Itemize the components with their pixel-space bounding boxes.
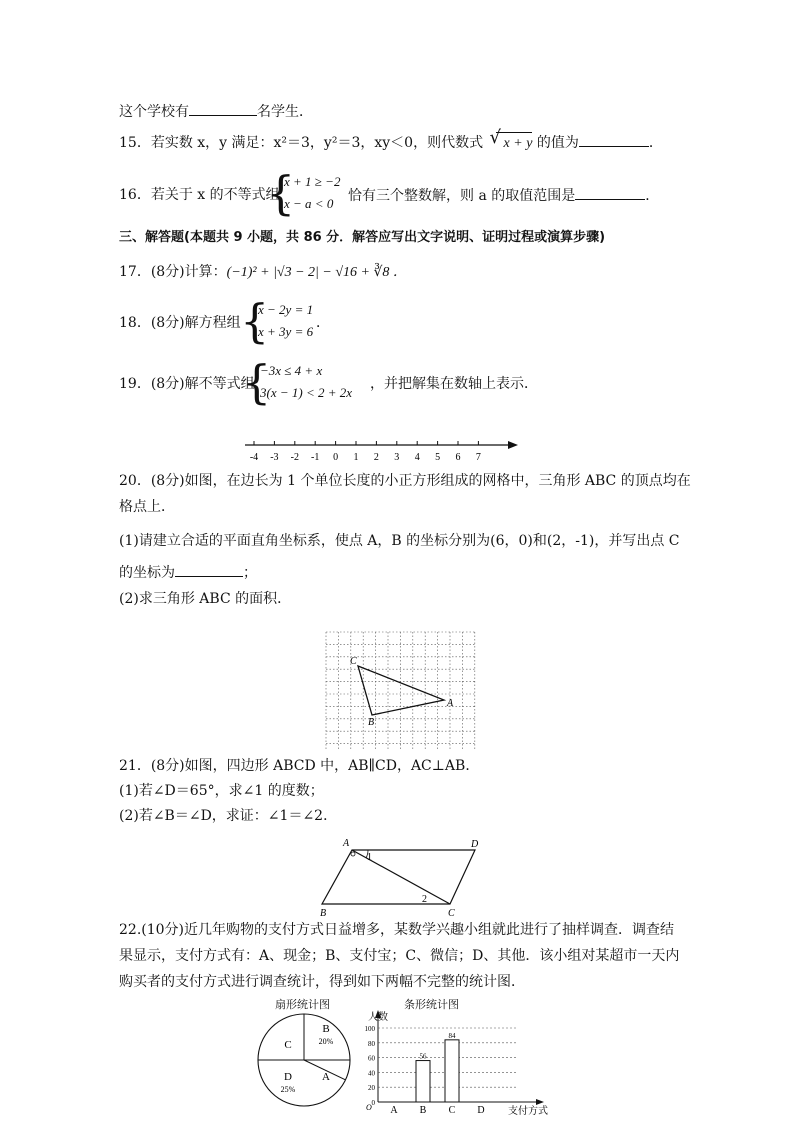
q16-tail bbox=[348, 185, 659, 206]
number-line bbox=[240, 434, 525, 464]
number-line-tick-label: 0 bbox=[333, 452, 339, 463]
arrow-right-icon bbox=[508, 441, 518, 449]
q19-after: ，并把解集在数轴上表示． bbox=[370, 376, 538, 392]
q22-line1: 22.(10分)近几年购物的支付方式日益增多，某数学兴趣小组就此进行了抽样调查．调查结 bbox=[119, 922, 675, 938]
q20-part1b-text: 的坐标为 bbox=[119, 565, 175, 581]
number-line-tick-label: 7 bbox=[475, 452, 481, 463]
x-tick-label: B bbox=[419, 1105, 427, 1116]
label-angle-2: 2 bbox=[422, 894, 427, 905]
number-line-tick-label: -3 bbox=[270, 452, 279, 463]
q20-line2: 格点上． bbox=[119, 499, 175, 515]
label-c: C bbox=[350, 656, 357, 667]
q18-end: ． bbox=[316, 315, 330, 331]
number-line-tick-label: 2 bbox=[373, 452, 379, 463]
q15-text: 15．若实数 x，y 满足：x²＝3，y²＝3，xy＜0，则代数式 bbox=[119, 135, 484, 151]
q18-label: 18．(8分)解方程组 bbox=[119, 315, 241, 331]
origin-label: O bbox=[366, 1103, 372, 1112]
q16-system bbox=[284, 171, 340, 215]
q15-after: 的值为 bbox=[536, 135, 579, 151]
pie-slice-label: B bbox=[322, 1023, 330, 1035]
label-b: B bbox=[320, 908, 327, 919]
q16-blank[interactable] bbox=[575, 185, 645, 200]
q14-tail bbox=[119, 101, 313, 122]
q20-part1: (1)请建立合适的平面直角坐标系，使点 A，B 的坐标分别为(6，0)和(2，-1)，并写出点 C bbox=[119, 533, 680, 549]
y-tick-label: 80 bbox=[368, 1039, 375, 1048]
bar-title: 条形统计图 bbox=[404, 998, 459, 1011]
q18-eq-1: x − 2y = 1 bbox=[258, 302, 314, 317]
section-3-heading: 三、解答题(本题共 9 小题，共 86 分．解答应写出文字说明、证明过程或演算步骤) bbox=[119, 230, 606, 245]
q19-system bbox=[260, 360, 352, 404]
pie-group bbox=[258, 1014, 350, 1106]
number-line-tick-label: -1 bbox=[311, 452, 320, 463]
q17-label: 17．(8分)计算： bbox=[119, 264, 227, 280]
pie-slice-label: D bbox=[284, 1071, 292, 1083]
q22-line2: 果显示，支付方式有：A、现金；B、支付宝；C、微信；D、其他．该小组对某超市一天内 bbox=[119, 948, 680, 964]
q15-end: ． bbox=[648, 135, 663, 151]
label-c: C bbox=[448, 908, 455, 919]
number-line-ticks bbox=[250, 441, 481, 463]
q20-line1: 20．(8分)如图，在边长为 1 个单位长度的小正方形组成的网格中，三角形 ABC 的顶点均在 bbox=[119, 473, 691, 489]
q15-blank[interactable] bbox=[579, 132, 649, 147]
q16-ineq-2: x − a < 0 bbox=[284, 196, 334, 211]
q15-radicand: x + y bbox=[503, 136, 533, 151]
bar-group bbox=[365, 1010, 549, 1117]
q20-grid-figure bbox=[322, 628, 482, 750]
q16-before: 16．若关于 x 的不等式组 bbox=[119, 187, 280, 203]
q16-ineq-1: x + 1 ≥ −2 bbox=[284, 174, 341, 189]
label-d: D bbox=[471, 839, 479, 850]
y-tick-label: 100 bbox=[364, 1025, 375, 1033]
x-axis-label: 支付方式 bbox=[508, 1106, 548, 1117]
q14-before: 这个学校有 bbox=[119, 104, 189, 120]
number-line-tick-label: 3 bbox=[394, 452, 400, 463]
brace-icon: { bbox=[266, 166, 296, 220]
number-line-tick-label: -4 bbox=[249, 452, 259, 463]
bar bbox=[445, 1040, 459, 1102]
q18-system bbox=[258, 299, 313, 343]
q14-after: 名学生． bbox=[257, 104, 313, 120]
q21-quadrilateral-figure bbox=[310, 834, 490, 920]
number-line-tick-label: 4 bbox=[414, 452, 420, 463]
q20-part2: (2)求三角形 ABC 的面积． bbox=[119, 591, 292, 607]
pie-title: 扇形统计图 bbox=[275, 998, 330, 1011]
y-tick-label: 60 bbox=[368, 1054, 375, 1063]
x-tick-label: C bbox=[448, 1105, 456, 1116]
pie-slice-label: A bbox=[322, 1071, 330, 1083]
label-b: B bbox=[368, 717, 375, 728]
y-axis-label: 人数 bbox=[368, 1012, 388, 1023]
q16-after: 恰有三个整数解，则 a 的取值范围是 bbox=[348, 188, 576, 204]
x-axis-arrow-icon bbox=[536, 1099, 544, 1105]
x-tick-label: D bbox=[477, 1105, 485, 1116]
brace-icon: { bbox=[242, 355, 272, 409]
pie-slice-label: C bbox=[284, 1039, 292, 1051]
x-tick-label: A bbox=[390, 1105, 398, 1116]
right-angle-mark bbox=[351, 852, 355, 856]
number-line-tick-label: 5 bbox=[435, 452, 441, 463]
y-tick-label: 40 bbox=[368, 1069, 375, 1078]
bar-chart bbox=[362, 1006, 552, 1120]
label-a: A bbox=[343, 838, 350, 849]
question-17 bbox=[119, 262, 407, 283]
number-line-tick-label: -2 bbox=[290, 452, 299, 463]
q22-line3: 购买者的支付方式进行调查统计，得到如下两幅不完整的统计图． bbox=[119, 974, 525, 990]
q20-blank[interactable] bbox=[175, 562, 243, 577]
label-a: A bbox=[447, 698, 454, 709]
triangle-abc bbox=[358, 666, 444, 715]
bar-value-label: 84 bbox=[448, 1031, 456, 1040]
brace-icon: { bbox=[240, 294, 270, 348]
label-angle-1: 1 bbox=[367, 852, 372, 863]
number-line-tick-label: 6 bbox=[455, 452, 461, 463]
q15-sqrt bbox=[489, 127, 533, 154]
q16-end: ． bbox=[645, 188, 660, 204]
q14-blank[interactable] bbox=[189, 101, 257, 116]
y-tick-label: 20 bbox=[368, 1084, 375, 1093]
bar-value-label: 56 bbox=[419, 1052, 427, 1061]
q19-ineq-1: −3x ≤ 4 + x bbox=[260, 363, 323, 378]
q21-part2: (2)若∠B＝∠D，求证：∠1＝∠2． bbox=[119, 808, 338, 824]
sqrt-sign-icon: √ bbox=[489, 127, 502, 148]
q18-eq-2: x + 3y = 6 bbox=[258, 324, 314, 339]
q21-part1: (1)若∠D＝65°，求∠1 的度数； bbox=[119, 783, 324, 799]
pie-slice-percent: 20% bbox=[318, 1037, 334, 1046]
bar bbox=[416, 1061, 430, 1102]
q17-expr: (−1)² + |√3 − 2| − √16 + ∛8 ． bbox=[226, 265, 407, 280]
pie-chart bbox=[254, 1010, 354, 1110]
y-tick-label: 0 bbox=[371, 1099, 375, 1107]
question-15 bbox=[119, 127, 663, 154]
number-line-tick-label: 1 bbox=[353, 452, 359, 463]
q20-part1b-end: ； bbox=[243, 565, 257, 581]
grid-lines bbox=[326, 632, 475, 750]
quadrilateral-abcd bbox=[322, 850, 475, 904]
q19-label: 19．(8分)解不等式组 bbox=[119, 376, 255, 392]
q21-line1: 21．(8分)如图，四边形 ABCD 中，AB∥CD，AC⊥AB． bbox=[119, 758, 480, 774]
q19-ineq-2: 3(x − 1) < 2 + 2x bbox=[260, 385, 353, 400]
pie-slice-percent: 25% bbox=[280, 1085, 296, 1094]
q20-part1b bbox=[119, 562, 257, 583]
